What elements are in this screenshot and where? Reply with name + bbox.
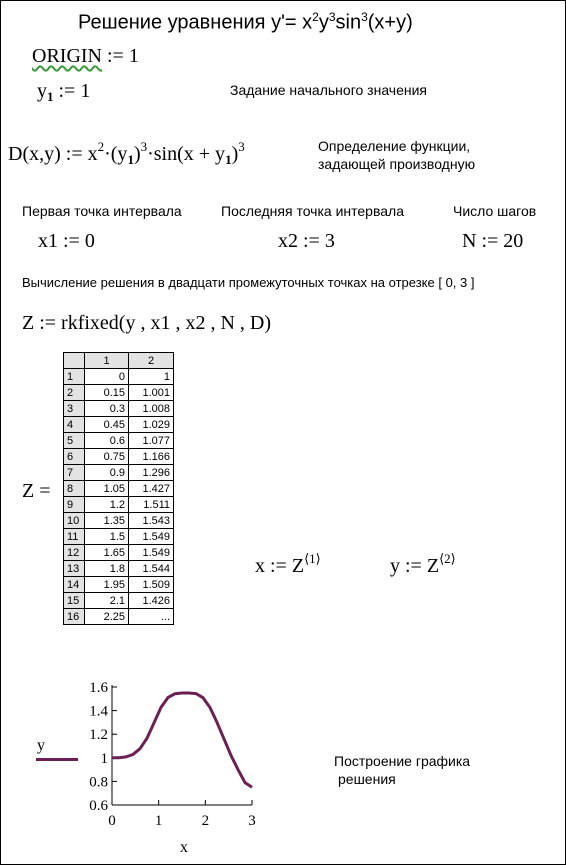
function-note-line1: Определение функции,	[318, 138, 471, 154]
matrix-cell-col2: 1.426	[129, 593, 174, 609]
matrix-cell-col2: ...	[129, 609, 174, 625]
plot-note-line2: решения	[338, 771, 396, 787]
initial-value-note: Задание начального значения	[230, 82, 428, 98]
matrix-row-index: 7	[64, 465, 85, 481]
matrix-cell-col2: 1.008	[129, 401, 174, 417]
matrix-cell-col2: 1	[129, 369, 174, 385]
x2-definition[interactable]: x2 := 3	[278, 230, 335, 252]
rkfixed-definition[interactable]: Z := rkfixed(y , x1 , x2 , N , D)	[22, 312, 272, 334]
matrix-cell-col1: 0.15	[85, 385, 129, 401]
matrix-row-index: 14	[64, 577, 85, 593]
matrix-cell-col1: 0.3	[85, 401, 129, 417]
matrix-row-index: 4	[64, 417, 85, 433]
matrix-row-index: 15	[64, 593, 85, 609]
matrix-cell-col1: 0.75	[85, 449, 129, 465]
matrix-row-index: 1	[64, 369, 85, 385]
matrix-cell-col1: 0.45	[85, 417, 129, 433]
matrix-cell-col2: 1.549	[129, 545, 174, 561]
matrix-cell-col2: 1.549	[129, 529, 174, 545]
matrix-cell-col2: 1.296	[129, 465, 174, 481]
matrix-col-header: 2	[129, 353, 174, 369]
matrix-row-index: 9	[64, 497, 85, 513]
matrix-cell-col1: 2.1	[85, 593, 129, 609]
matrix-row-index: 12	[64, 545, 85, 561]
x1-definition[interactable]: x1 := 0	[38, 230, 95, 252]
matrix-row-index: 2	[64, 385, 85, 401]
matrix-cell-col2: 1.509	[129, 577, 174, 593]
y-column-assignment[interactable]: y := $Z^{⟨2⟩}$	[390, 551, 456, 577]
matrix-cell-col2: 1.166	[129, 449, 174, 465]
initial-value-definition[interactable]: $y_1$ := 1	[37, 80, 91, 104]
matrix-cell-col2: 1.427	[129, 481, 174, 497]
n-definition[interactable]: N := 20	[462, 230, 524, 252]
y-tick-label: 1.4	[89, 703, 108, 720]
x-axis-label: x	[180, 839, 188, 856]
matrix-row-index: 3	[64, 401, 85, 417]
matrix-row-index: 11	[64, 529, 85, 545]
matrix-cell-col2: 1.001	[129, 385, 174, 401]
x-tick-label: 1	[154, 813, 163, 829]
matrix-row-index: 13	[64, 561, 85, 577]
matrix-cell-col1: 0.6	[85, 433, 129, 449]
function-definition[interactable]: D(x,y) := $x^2\cdot(y_1)^3\cdot\sin(x + y_1)^3$	[8, 139, 245, 167]
matrix-cell-col2: 1.511	[129, 497, 174, 513]
matrix-row-index: 16	[64, 609, 85, 625]
matrix-cell-col2: 1.543	[129, 513, 174, 529]
matrix-row-index: 10	[64, 513, 85, 529]
matrix-cell-col1: 0	[85, 369, 129, 385]
y-tick-label: 1.2	[89, 727, 108, 744]
matrix-label: Z =	[22, 480, 51, 502]
matrix-cell-col1: 0.9	[85, 465, 129, 481]
matrix-cell-col1: 2.25	[85, 609, 129, 625]
y-tick-label: 0.8	[89, 774, 108, 791]
plot-note-line1: Построение графика	[334, 753, 471, 769]
y-tick-label: 1.6	[89, 680, 108, 696]
function-note-line2: задающей производную	[318, 156, 476, 172]
matrix-cell-col1: 1.65	[85, 545, 129, 561]
legend-label: y	[37, 737, 45, 754]
origin-definition[interactable]: ORIGIN := 1	[32, 45, 139, 67]
last-point-label: Последняя точка интервала	[221, 203, 404, 219]
steps-label: Число шагов	[453, 203, 537, 219]
matrix-cell-col1: 1.8	[85, 561, 129, 577]
solution-series-line	[112, 693, 252, 787]
matrix-cell-col1: 1.2	[85, 497, 129, 513]
x-tick-label: 2	[201, 813, 210, 829]
matrix-row-index: 8	[64, 481, 85, 497]
worksheet-title: Решение уравнения $y'= x^2y^3\sin^3(x+y)$	[78, 10, 413, 34]
matrix-row-index: 6	[64, 449, 85, 465]
matrix-cell-col1: 1.05	[85, 481, 129, 497]
matrix-cell-col2: 1.544	[129, 561, 174, 577]
matrix-cell-col2: 1.077	[129, 433, 174, 449]
x-tick-label: 3	[248, 813, 256, 829]
compute-note: Вычисление решения в двадцати промежуточных точках на отрезке [ 0, 3 ]	[22, 275, 475, 290]
matrix-cell-col1: 1.35	[85, 513, 129, 529]
y-tick-label: 0.6	[89, 798, 108, 814]
matrix-cell-col1: 1.5	[85, 529, 129, 545]
matrix-cell-col1: 1.95	[85, 577, 129, 593]
x-tick-label: 0	[108, 813, 116, 829]
first-point-label: Первая точка интервала	[22, 203, 182, 219]
matrix-cell-col2: 1.029	[129, 417, 174, 433]
matrix-row-index: 5	[64, 433, 85, 449]
x-column-assignment[interactable]: x := $Z^{⟨1⟩}$	[255, 551, 321, 577]
matrix-col-header: 1	[85, 353, 129, 369]
y-tick-label: 1	[100, 750, 108, 767]
